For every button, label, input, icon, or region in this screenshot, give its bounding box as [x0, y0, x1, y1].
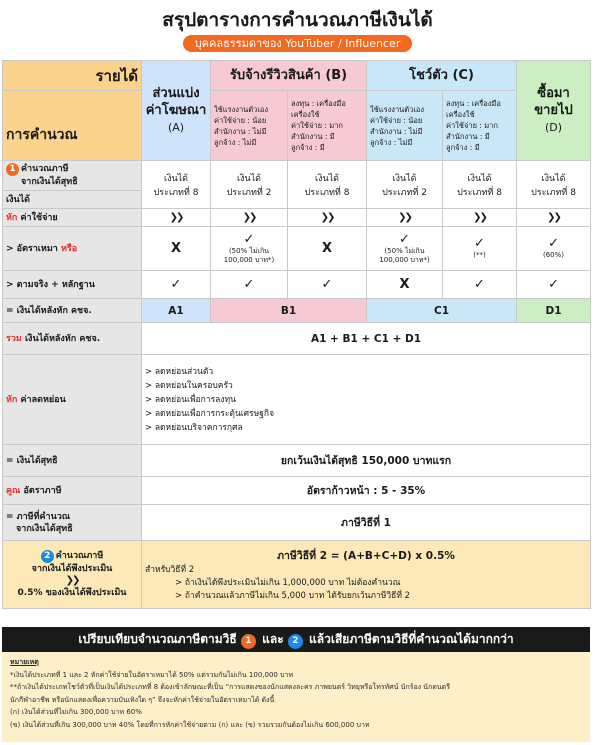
col-d-header: ซื้อมา ขายไป (D): [517, 61, 591, 161]
income-c1: เงินได้ ประเภทที่ 2: [367, 161, 443, 209]
step1-label: 1 คำนวณภาษี จากเงินได้สุทธิ: [3, 161, 142, 191]
page-header: [0, 0, 595, 57]
allowance-list: [142, 355, 591, 445]
flat-rate-b1: ✓ (50% ไม่เกิน 100,000 บาท*): [211, 227, 288, 271]
total-row-label: รวม เงินได้หลังหัก คชจ.: [3, 323, 142, 355]
page-title: สรุปตารางการคำนวณภาษีเงินได้: [162, 9, 433, 31]
net-income-value: ยกเว้นเงินได้สุทธิ 150,000 บาทแรก: [142, 445, 591, 477]
chevron-down-icon: ❯❯: [367, 209, 443, 227]
income-a: เงินได้ ประเภทที่ 8: [142, 161, 211, 209]
income-c2: เงินได้ ประเภทที่ 8: [443, 161, 517, 209]
actual-a: ✓: [142, 271, 211, 299]
col-b-header: รับจ้างรีวิวสินค้า (B): [211, 61, 367, 91]
step2-number: 2: [41, 550, 54, 563]
flat-rate-a: X: [142, 227, 211, 271]
col-c-sub1: ใช้แรงงานตัวเอง ค่าใช้จ่าย : น้อย สำนักงาน : ไม่มี ลูกจ้าง : ไม่มี: [367, 91, 443, 161]
col-a-header: ส่วนแบ่ง ค่าโฆษณา (A): [142, 61, 211, 161]
actual-c2: ✓: [443, 271, 517, 299]
note-line: นักกีฬาอาชีพ หรือนักแสดงเพื่อความบันเทิงใด ๆ” จึงจะหักค่าใช้จ่ายในอัตราเหมาได้ ดังนี้: [10, 695, 275, 704]
col-b-sub2: ลงทุน : เครื่องมือ เครื่องใช้ ค่าใช้จ่าย : มาก สำนักงาน : มี ลูกจ้าง : มี: [288, 91, 367, 161]
flat-rate-b2: X: [288, 227, 367, 271]
corner-calc-label: การคำนวณ: [3, 91, 142, 161]
income-b2: เงินได้ ประเภทที่ 8: [288, 161, 367, 209]
chevron-down-icon: ❯❯: [211, 209, 288, 227]
actual-b1: ✓: [211, 271, 288, 299]
flat-rate-d: ✓ (60%): [517, 227, 591, 271]
list-item: > ลดหย่อนเพื่อการกระตุ้นเศรษฐกิจ: [145, 408, 275, 419]
list-item: > ลดหย่อนเพื่อการลงทุน: [145, 394, 236, 405]
income-b1: เงินได้ ประเภทที่ 2: [211, 161, 288, 209]
chevron-down-icon: ❯❯: [65, 575, 79, 586]
chevron-down-icon: ❯❯: [288, 209, 367, 227]
notes-section: [2, 652, 590, 742]
notes-title: หมายเหตุ: [10, 658, 39, 666]
method1-number: 1: [241, 634, 256, 649]
result-b1: B1: [211, 299, 367, 323]
note-line: (ข) เงินได้ส่วนที่เกิน 300,000 บาท 40% โดยที่การหักค่าใช้จ่ายตาม (ก) และ (ข) รวมรวมกันต้องไม่เกิน 600,000 บาท: [10, 720, 370, 729]
flat-rate-c2: ✓ (**): [443, 227, 517, 271]
result-d1: D1: [517, 299, 591, 323]
step2-label: 2 คำนวณภาษี จากเงินได้พึงประเมิน ❯❯ 0.5% ของเงินได้พึงประเมิน: [3, 541, 142, 609]
tax1-value: ภาษีวิธีที่ 1: [142, 505, 591, 541]
step2-formula: ภาษีวิธีที่ 2 = (A+B+C+D) x 0.5%: [277, 549, 455, 562]
actual-expense-row-label: > ตามจริง + หลักฐาน: [3, 271, 142, 299]
corner-income-label: รายได้: [3, 61, 142, 91]
actual-c1: X: [367, 271, 443, 299]
result-c1: C1: [367, 299, 517, 323]
net-income-row-label: = เงินได้สุทธิ: [3, 445, 142, 477]
income-d: เงินได้ ประเภทที่ 8: [517, 161, 591, 209]
flat-rate-row-label: > อัตราเหมา หรือ: [3, 227, 142, 271]
actual-b2: ✓: [288, 271, 367, 299]
income-row-label: เงินได้: [3, 191, 142, 209]
flat-rate-c1: ✓ (50% ไม่เกิน 100,000 บาท*): [367, 227, 443, 271]
result-a1: A1: [142, 299, 211, 323]
expense-row-label: หัก ค่าใช้จ่าย: [3, 209, 142, 227]
note-line: **ถ้าเงินได้ประเภทโชว์ตัวที่เป็นเงินได้ประเภทที่ 8 ต้องเข้าลักษณะที่เป็น “การแสดงของนักแสดงละคร ภาพยนตร์ วิทยุหรือโทรทัศน์ นักร้อง นักดนตรี: [10, 683, 450, 691]
tax1-row-label: = ภาษีที่คำนวณ จากเงินได้สุทธิ: [3, 505, 142, 541]
chevron-down-icon: ❯❯: [517, 209, 591, 227]
col-c-header: โชว์ตัว (C): [367, 61, 517, 91]
tax-table: [2, 60, 591, 609]
page-subtitle: บุคคลธรรมดาของ YouTuber / Influencer: [183, 35, 413, 52]
col-c-sub2: ลงทุน : เครื่องมือ เครื่องใช้ ค่าใช้จ่าย : มาก สำนักงาน : มี ลูกจ้าง : มี: [443, 91, 517, 161]
note-line: (ก) เงินได้ส่วนที่ไม่เกิน 300,000 บาท 60%: [10, 708, 142, 716]
step1-number: 1: [6, 163, 19, 176]
method2-number: 2: [288, 634, 303, 649]
step2-detail: ภาษีวิธีที่ 2 = (A+B+C+D) x 0.5% สำหรับวิธีที่ 2 > ถ้าเงินได้พึงประเมินไม่เกิน 1,000,000 บาท ไม่ต้องคำนวณ > ถ้าคำนวณแล้วภาษีไม่เกิน 5,000 บาท ได้รับยกเว้นภาษีวิธีที่ 2: [142, 541, 591, 609]
col-b-sub1: ใช้แรงงานตัวเอง ค่าใช้จ่าย : น้อย สำนักงาน : ไม่มี ลูกจ้าง : ไม่มี: [211, 91, 288, 161]
total-formula: A1 + B1 + C1 + D1: [142, 323, 591, 355]
note-line: *เงินได้ประเภทที่ 1 และ 2 หักค่าใช้จ่ายในอัตราเหมาได้ 50% แต่รวมกันไม่เกิน 100,000 บาท: [10, 670, 294, 679]
actual-d: ✓: [517, 271, 591, 299]
tax-rate-row-label: คูณ อัตราภาษี: [3, 477, 142, 505]
list-item: > ลดหย่อนส่วนตัว: [145, 366, 214, 377]
comparison-banner: เปรียบเทียบจำนวณภาษีตามวิธี 1 และ 2 แล้วเสียภาษีตามวิธีที่คำนวณได้มากกว่า: [2, 627, 590, 652]
allowance-row-label: หัก ค่าลดหย่อน: [3, 355, 142, 445]
tax-rate-value: อัตราก้าวหน้า : 5 - 35%: [142, 477, 591, 505]
list-item: > ลดหย่อนบริจาคการกุศล: [145, 422, 243, 433]
chevron-down-icon: ❯❯: [443, 209, 517, 227]
after-expense-row-label: = เงินได้หลังหัก คชจ.: [3, 299, 142, 323]
chevron-down-icon: ❯❯: [142, 209, 211, 227]
list-item: > ลดหย่อนในครอบครัว: [145, 380, 233, 391]
